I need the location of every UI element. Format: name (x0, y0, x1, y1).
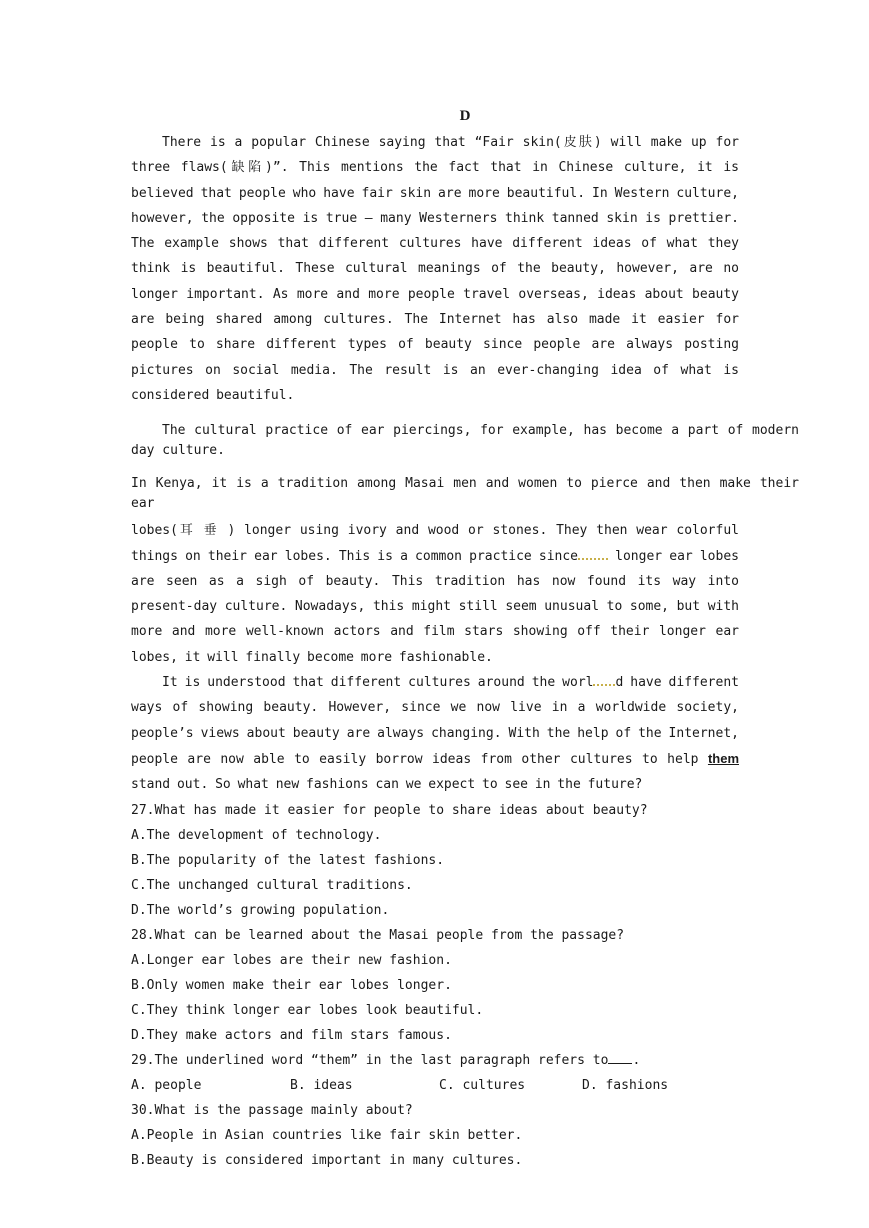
question-stem-text: 29.The underlined word “them” in the last paragraph refers to (131, 1052, 609, 1068)
option-d: D.They make actors and film stars famous. (131, 1027, 452, 1043)
question-stem: 27.What has made it easier for people to share ideas about beauty? (131, 802, 648, 818)
question-stem: 30.What is the passage mainly about? (131, 1102, 413, 1118)
highlight-mark (578, 548, 608, 560)
question-30 (131, 1098, 799, 1173)
question-29 (131, 1048, 799, 1098)
option-b: B. ideas (290, 1077, 353, 1093)
option-a: A.The development of technology. (131, 827, 382, 843)
highlight-mark (593, 674, 615, 686)
question-28 (131, 923, 799, 1048)
option-a: A.People in Asian countries like fair skin better. (131, 1127, 523, 1143)
paragraph-2-text-after: longer ear lobes are seen as a sigh of beauty. This tradition has now found its way into present-day culture. Nowadays, this might still seem unusual to some, but with more and more well-known actors and film stars showing off their longer ear lobes, it will finally become more fashionable. (131, 548, 739, 665)
section-title: D (459, 108, 471, 124)
document-page (131, 106, 799, 1173)
question-27 (131, 798, 799, 923)
answer-blank (608, 1051, 632, 1064)
option-a: A. people (131, 1077, 202, 1093)
paragraph-3-text-middle: d have different ways of showing beauty. However, since we now live in a worldwide society, people’s views about beauty are always changing. With the help of the Internet, people are now able to easily borrow ideas from other cultures to help (131, 675, 739, 767)
paragraph-1: There is a popular Chinese saying that “Fair skin(皮肤) will make up for three flaws(缺陷)”. This mentions the fact that in Chinese culture, it is believed that people who have fair skin are more beautiful. In Western culture, however, the opposite is true — many Westerners think tanned skin is prettier. The example shows that different cultures have different ideas of what they think is beautiful. These cultural meanings of the beauty, however, are no longer important. As more and more people travel overseas, ideas about beauty are being shared among cultures. The Internet has also made it easier for people to share different types of beauty since people are always posting pictures on social media. The result is an ever-changing idea of what is considered beautiful. (131, 135, 739, 403)
paragraph-2-kenya: In Kenya, it is a tradition among Masai men and women to pierce and then make their ear (131, 476, 799, 512)
option-c: C.They think longer ear lobes look beautiful. (131, 1002, 484, 1018)
option-d: D.The world’s growing population. (131, 902, 390, 918)
paragraph-3-text-before: It is understood that different cultures around the worl (162, 675, 594, 691)
option-a: A.Longer ear lobes are their new fashion. (131, 952, 452, 968)
paragraph-2-text-before: lobes(耳 垂 ) longer using ivory and wood or stones. They then wear colorful things on their ear lobes. This is a common practice since (131, 523, 739, 564)
options-row (131, 1073, 799, 1098)
option-c: C. cultures (439, 1077, 526, 1093)
paragraph-2-intro: The cultural practice of ear piercings, for example, has become a part of modern day culture. (131, 423, 799, 459)
option-c: C.The unchanged cultural traditions. (131, 877, 413, 893)
paragraph-3-text-after: stand out. So what new fashions can we expect to see in the future? (131, 777, 643, 793)
paragraph-2-body (131, 518, 739, 670)
question-stem: 28.What can be learned about the Masai people from the passage? (131, 927, 625, 943)
paragraph-3 (131, 670, 739, 797)
question-stem (131, 1048, 799, 1073)
underlined-word: them (707, 750, 739, 766)
option-d: D. fashions (582, 1077, 669, 1093)
question-stem-end: . (632, 1052, 641, 1068)
option-b: B.Beauty is considered important in many cultures. (131, 1152, 523, 1168)
option-b: B.Only women make their ear lobes longer. (131, 977, 452, 993)
option-b: B.The popularity of the latest fashions. (131, 852, 445, 868)
